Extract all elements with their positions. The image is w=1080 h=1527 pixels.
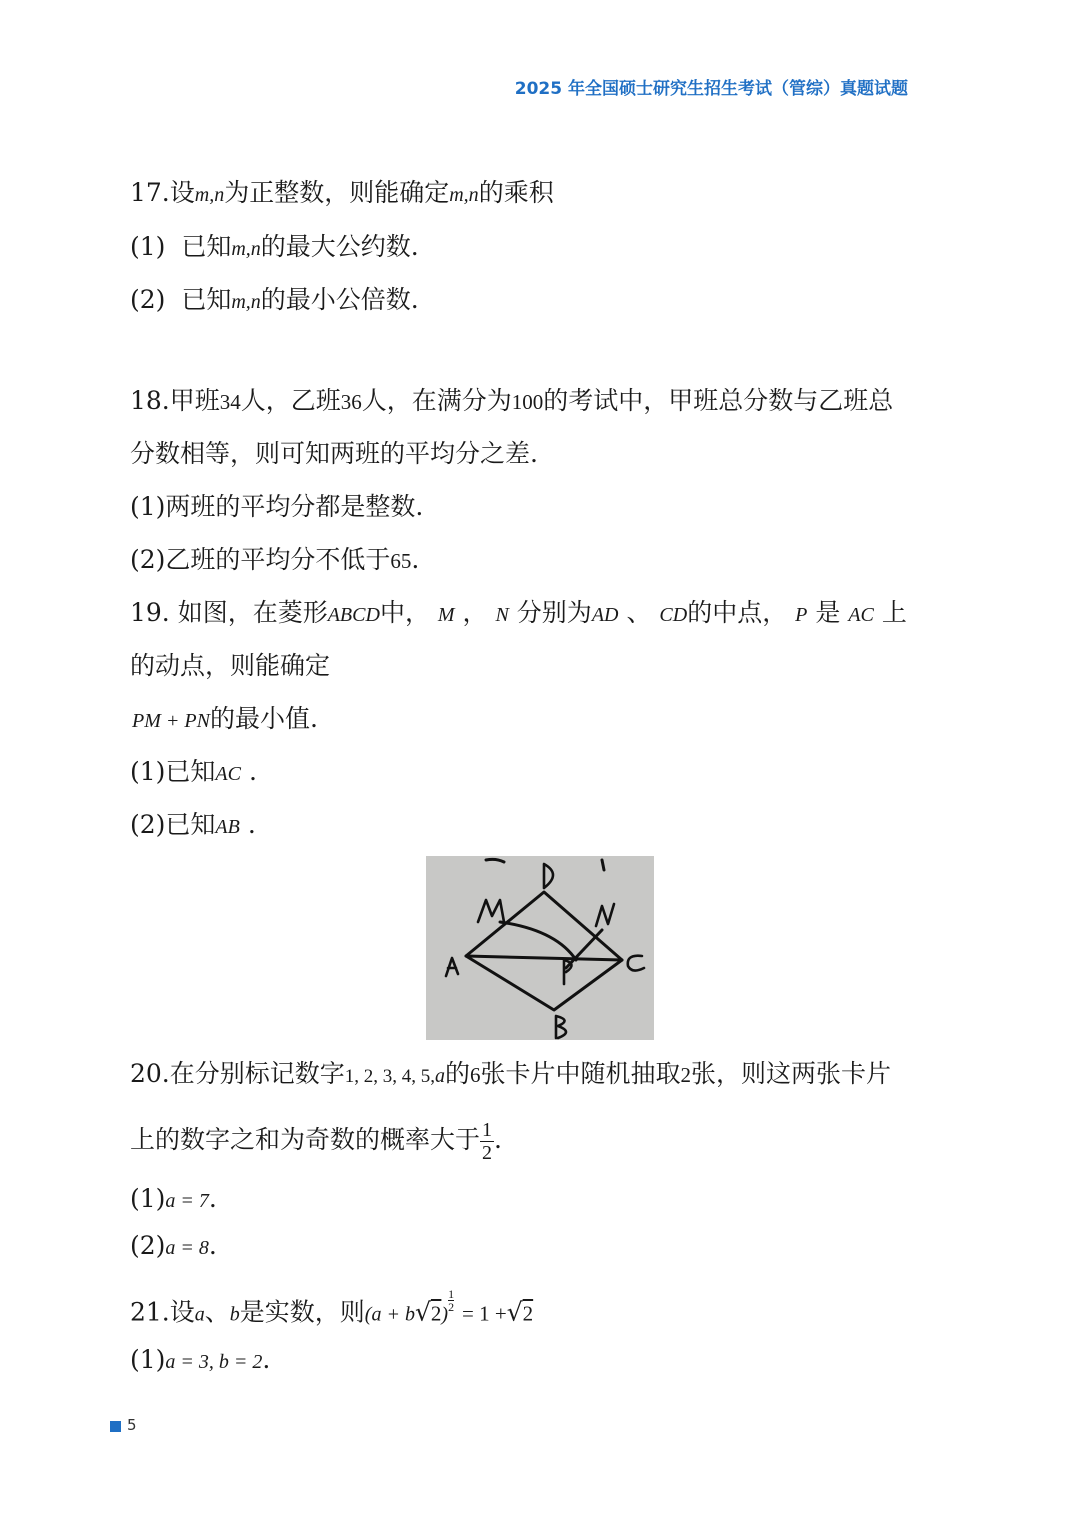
q17-condition-2: [130, 283, 419, 319]
rhombus-sketch: [426, 856, 654, 1040]
top-scribble-right: [602, 860, 604, 870]
q19-ac: AC: [848, 604, 874, 626]
q21-a: a: [194, 1303, 205, 1326]
q19-line3-post: 的最小值.: [209, 704, 318, 733]
q18-t3: 的考试中，甲班总分数与乙班总: [543, 386, 894, 415]
q20-t1: 的: [445, 1059, 471, 1088]
q20-c2-expr: a = 8: [165, 1237, 209, 1259]
q17-c2-post: 的最小公倍数.: [260, 285, 419, 314]
q21-lhs-open: (a + b: [364, 1303, 415, 1326]
q20-two: 2: [680, 1063, 692, 1087]
q19-t3: 的中点，: [687, 598, 788, 627]
q18-c2-pre: (2)乙班的平均分不低于: [130, 545, 391, 574]
q19-c1-pre: (1)已知: [130, 757, 216, 786]
q20-prefix: 20.在分别标记数字: [130, 1059, 345, 1088]
q17-c2-label: (2): [130, 285, 166, 314]
q21-sqrt-arg: 2: [430, 1301, 442, 1326]
q18-n1: 34: [219, 390, 241, 414]
q17-vars-2: m,n: [449, 184, 479, 206]
q20-c1-expr: a = 7: [165, 1190, 209, 1212]
q17-c2-pre: 已知: [181, 285, 232, 314]
q21-rhs-sqrt-arg: 2: [522, 1301, 534, 1326]
q18-t2: 人，在满分为: [361, 386, 512, 415]
q19-t1: 中，: [379, 598, 430, 627]
q18-t1: 人，乙班: [240, 386, 341, 415]
q20-stem-line2: [130, 1114, 502, 1166]
footer-square-icon: [110, 1421, 121, 1432]
page-number: 5: [127, 1416, 137, 1434]
q18-c2-post: .: [411, 545, 420, 574]
q18-n3: 100: [511, 390, 544, 414]
q21-rhs: = 1 +: [462, 1301, 507, 1326]
q19-c2-pre: (2)已知: [130, 810, 216, 839]
figure-background: [426, 856, 654, 1040]
q21-condition-1: [130, 1343, 270, 1379]
q20-c2-end: .: [208, 1231, 217, 1260]
q20-line2-end: .: [494, 1125, 502, 1154]
q21-dun: 、: [204, 1297, 230, 1327]
q20-line2: 上的数字之和为奇数的概率大于: [130, 1125, 481, 1154]
q20-c2-label: (2): [130, 1231, 166, 1260]
q21-rhs-sqrt-symbol: √: [506, 1297, 523, 1327]
q17-c1-label: (1): [130, 232, 166, 261]
q17-condition-1: [130, 230, 419, 266]
q21-stem: [130, 1288, 533, 1331]
q21-exp-num: 1: [448, 1287, 455, 1301]
q19-stem-line3: [130, 702, 318, 738]
q17-c1-vars: m,n: [231, 238, 261, 260]
q19-t5: 上: [881, 598, 907, 627]
q19-p: P: [795, 604, 808, 626]
q18-stem-line1: [130, 384, 893, 419]
q17-prefix: 17.设: [130, 178, 195, 207]
q19-ad: AD: [591, 604, 619, 626]
q20-stem-line1: [130, 1057, 891, 1094]
q18-stem-line2: 分数相等，则可知两班的平均分之差.: [130, 439, 538, 468]
q20-a: a: [435, 1065, 446, 1087]
q18-condition-1: (1)两班的平均分都是整数.: [130, 492, 424, 521]
q21-exp-den: 2: [448, 1300, 455, 1314]
q19-c1-post: .: [248, 757, 257, 786]
q20-condition-1: [130, 1182, 217, 1218]
q19-t2: 分别为: [516, 598, 592, 627]
q21-lhs-close: ): [441, 1303, 449, 1326]
q19-c2-post: .: [247, 810, 256, 839]
rhombus-figure: [426, 856, 654, 1040]
q19-dun: 、: [626, 598, 652, 627]
q20-t2: 张卡片中随机抽取: [480, 1059, 681, 1088]
q18-prefix: 18.甲班: [130, 386, 220, 415]
q19-prefix: 19. 如图，在菱形: [130, 598, 328, 627]
q21-exponent: [448, 1288, 454, 1313]
q20-c1-label: (1): [130, 1184, 166, 1213]
page-header-title: 2025 年全国硕士研究生招生考试（管综）真题试题: [514, 79, 908, 99]
q19-abcd: ABCD: [327, 604, 380, 626]
q20-fraction: [480, 1119, 494, 1164]
q19-n: N: [495, 604, 509, 626]
q19-m: M: [437, 604, 455, 626]
q20-t3: 张，则这两张卡片: [691, 1059, 892, 1088]
q21-c1-expr: a = 3, b = 2: [165, 1351, 263, 1373]
q18-condition-2: [130, 543, 419, 578]
q19-cd: CD: [659, 604, 688, 626]
q20-nums: 1, 2, 3, 4, 5,: [344, 1066, 436, 1087]
q21-prefix: 21.设: [130, 1297, 195, 1327]
q19-stem-line1: [130, 596, 907, 632]
q17-c1-post: 的最大公约数.: [260, 232, 419, 261]
q19-comma: ，: [462, 598, 488, 627]
q20-frac-num: 1: [482, 1119, 493, 1141]
q18-c2-num: 65: [390, 549, 412, 573]
q20-six: 6: [470, 1063, 481, 1087]
q21-t1: 是实数，则: [239, 1297, 365, 1327]
q20-condition-2: [130, 1229, 217, 1265]
q20-c1-end: .: [208, 1184, 217, 1213]
q21-b: b: [229, 1303, 240, 1326]
q19-c1-var: AC: [215, 763, 241, 785]
q19-c2-var: AB: [215, 816, 240, 838]
q17-vars: m,n: [194, 184, 225, 206]
q17-end: 的乘积: [478, 178, 554, 207]
q17-c1-pre: 已知: [181, 232, 232, 261]
q21-sqrt-symbol: √: [414, 1297, 431, 1327]
q17-c2-vars: m,n: [231, 291, 261, 313]
q19-expr: PM + PN: [132, 710, 210, 732]
q19-condition-2: [130, 808, 256, 844]
q17-mid: 为正整数，则能确定: [224, 178, 450, 207]
q21-c1-label: (1): [130, 1345, 166, 1374]
q19-condition-1: [130, 755, 257, 791]
q19-t4: 是: [815, 598, 841, 627]
q21-c1-end: .: [262, 1345, 271, 1374]
q19-stem-line2: 的动点，则能确定: [130, 651, 331, 680]
q18-n2: 36: [340, 390, 362, 414]
q17-stem: [130, 176, 554, 212]
q20-frac-den: 2: [482, 1142, 493, 1164]
